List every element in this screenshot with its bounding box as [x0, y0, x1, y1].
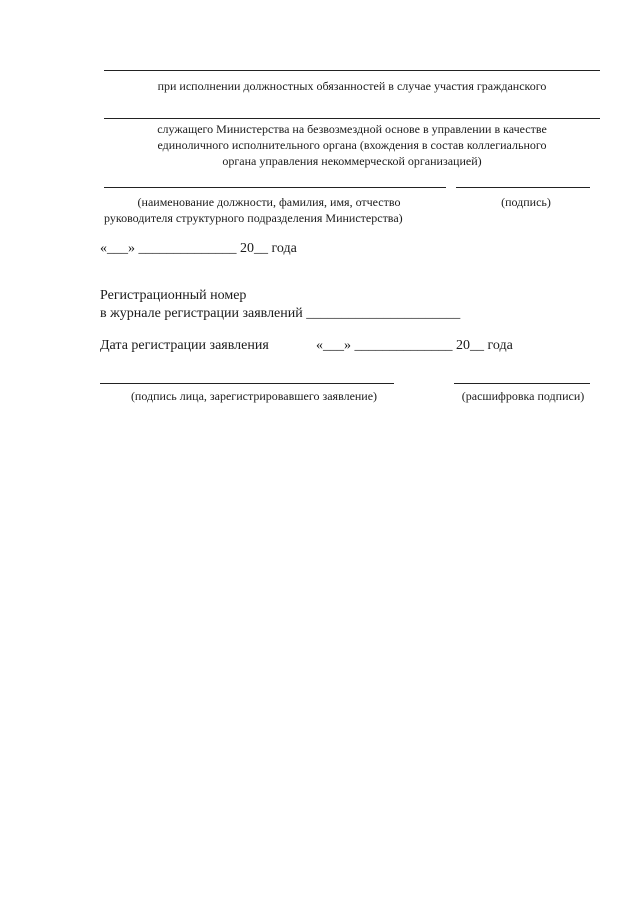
clause-line-2: служащего Министерства на безвозмездной основе в управлении в качестве — [157, 122, 547, 136]
registration-label-1: Регистрационный номер — [100, 288, 247, 303]
registrar-signature-caption: (подпись лица, зарегистрировавшего заявление) — [130, 389, 378, 403]
registration-date-value — [316, 337, 546, 355]
date-year-word: года — [271, 241, 297, 256]
date-line — [100, 240, 360, 258]
registration-date-year-prefix: 20__ — [456, 338, 484, 353]
date-month-blank: ______________ — [138, 241, 237, 256]
signature-line — [456, 187, 590, 188]
registration-date-month-blank: ______________ — [354, 338, 453, 353]
position-name-caption-1: (наименование должности, фамилия, имя, отчество — [137, 195, 401, 209]
top-blank-line — [104, 70, 600, 71]
registrar-signature-line — [100, 383, 394, 384]
registration-label-2: в журнале регистрации заявлений — [100, 306, 303, 321]
registration-date-day: «___» — [316, 338, 351, 353]
date-day: «___» — [100, 241, 135, 256]
second-blank-line — [104, 118, 600, 119]
registration-label-row — [100, 305, 520, 323]
signature-decoding-caption: (расшифровка подписи) — [461, 389, 585, 403]
signature-caption: (подпись) — [501, 195, 551, 209]
position-name-line — [104, 187, 446, 188]
date-year-prefix: 20__ — [240, 241, 268, 256]
registration-date-label: Дата регистрации заявления — [100, 338, 269, 353]
clause-line-1: при исполнении должностных обязанностей в случае участия гражданского — [157, 79, 547, 93]
clause-line-3: единоличного исполнительного органа (вхождения в состав коллегиального — [157, 138, 547, 152]
clause-line-4: органа управления некоммерческой организацией) — [222, 154, 482, 168]
registration-number-blank: ______________________ — [306, 306, 461, 321]
signature-decoding-line — [454, 383, 590, 384]
registration-date-year-word: года — [487, 338, 513, 353]
position-name-caption-2: руководителя структурного подразделения Министерства) — [104, 211, 403, 225]
